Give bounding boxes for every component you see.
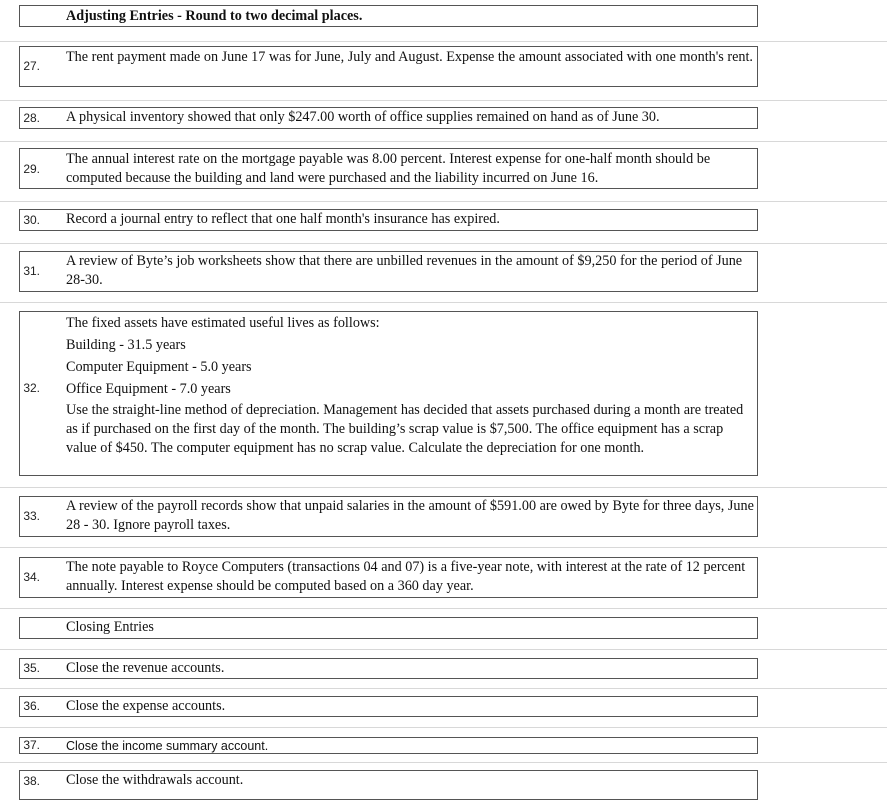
asset-life-computer: Computer Equipment - 5.0 years: [66, 359, 252, 375]
item-text: A physical inventory showed that only $247.00 worth of office supplies remained on hand as of June 30.: [66, 109, 660, 125]
item-number: 29.: [23, 162, 40, 176]
item-text: Close the expense accounts.: [66, 698, 226, 714]
depreciation-instructions: Use the straight-line method of depreciation. Management has decided that assets purchased during a month are treated as if purchased on the first day of the month. The building’s scrap value is $7,500. The office equipment has a scrap value of $450. The computer equipment has no scrap value. Calculate the depreciation for one month.: [66, 402, 744, 456]
grid-line: [0, 201, 887, 202]
grid-line: [0, 547, 887, 548]
page-title: Adjusting Entries - Round to two decimal places.: [66, 8, 363, 24]
item-number: 33.: [23, 509, 40, 523]
item-text: The note payable to Royce Computers (transactions 04 and 07) is a five-year note, with interest at the rate of 12 percent annually. Interest expense should be computed based on a 360 day year.: [66, 559, 746, 594]
item-number: 30.: [23, 213, 40, 227]
item-number: 31.: [23, 264, 40, 278]
grid-line: [0, 649, 887, 650]
grid-line: [0, 41, 887, 42]
grid-line: [0, 608, 887, 609]
item-number: 27.: [23, 59, 40, 73]
item-text: Close the income summary account.: [66, 739, 269, 753]
grid-line: [0, 302, 887, 303]
item-text: A review of Byte’s job worksheets show that there are unbilled revenues in the amount of $9,250 for the period of June 28-30.: [66, 253, 743, 288]
grid-line: [0, 487, 887, 488]
item-number: 36.: [23, 699, 40, 713]
grid-line: [0, 100, 887, 101]
asset-life-building: Building - 31.5 years: [66, 337, 186, 353]
item-text: The rent payment made on June 17 was for June, July and August. Expense the amount associated with one month's rent.: [66, 49, 753, 65]
grid-line: [0, 727, 887, 728]
grid-line: [0, 141, 887, 142]
asset-life-office: Office Equipment - 7.0 years: [66, 381, 231, 397]
item-number: 38.: [23, 774, 40, 788]
item-text: Record a journal entry to reflect that one half month's insurance has expired.: [66, 211, 500, 227]
item-text: Close the revenue accounts.: [66, 660, 225, 676]
item-number: 34.: [23, 570, 40, 584]
item-number: 28.: [23, 111, 40, 125]
item-text: Close the withdrawals account.: [66, 772, 244, 788]
item-number: 32.: [23, 381, 40, 395]
item-text: A review of the payroll records show that unpaid salaries in the amount of $591.00 are owed by Byte for three days, June 28 - 30. Ignore payroll taxes.: [66, 498, 754, 533]
section-title: Closing Entries: [66, 619, 154, 635]
item-number: 37.: [23, 738, 40, 752]
grid-line: [0, 688, 887, 689]
grid-line: [0, 762, 887, 763]
item-number: 35.: [23, 661, 40, 675]
asset-life-intro: The fixed assets have estimated useful lives as follows:: [66, 315, 380, 331]
grid-line: [0, 243, 887, 244]
item-text: The annual interest rate on the mortgage payable was 8.00 percent. Interest expense for one-half month should be computed because the building and land were purchased and the liability incurred on June 16.: [66, 151, 711, 186]
